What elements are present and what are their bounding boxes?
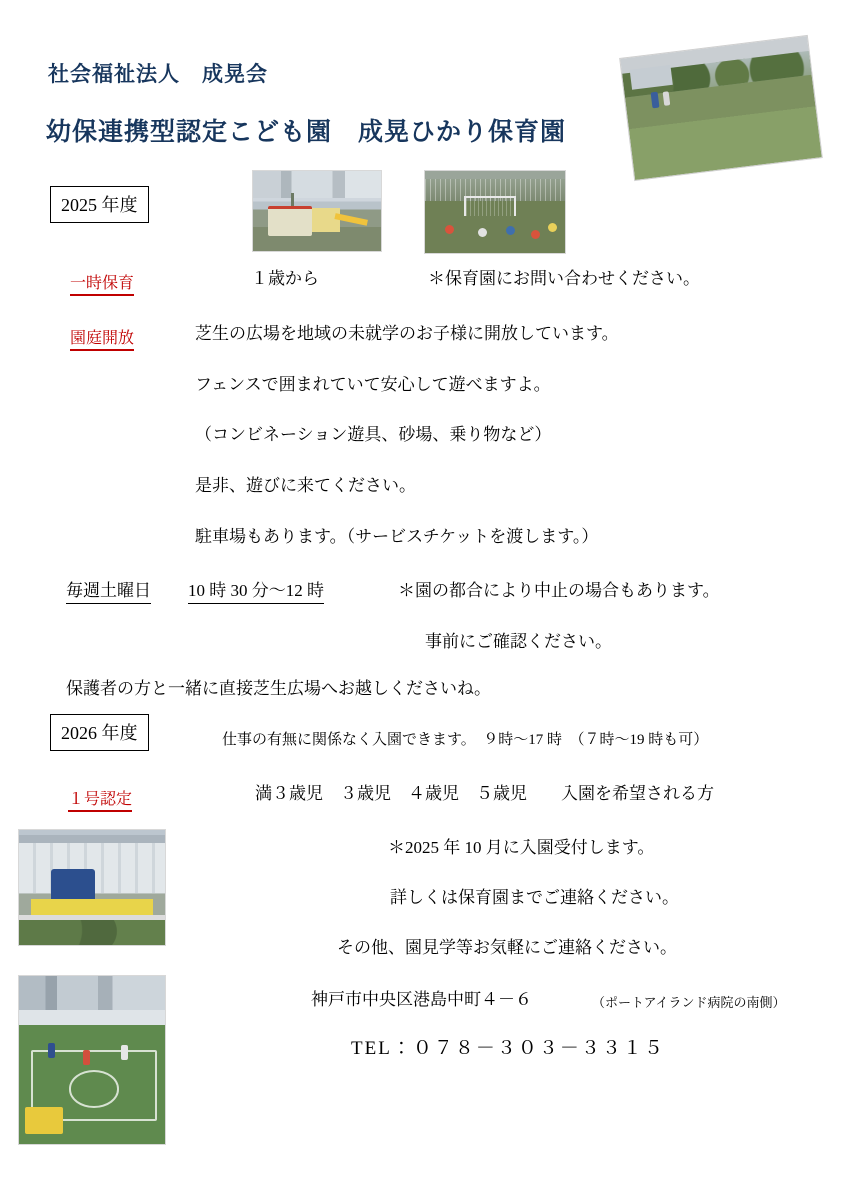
- photo-roofline: [19, 835, 165, 843]
- sports-field-photo: [424, 170, 566, 254]
- photo-play-structure: [268, 206, 312, 236]
- schedule-day: 毎週土曜日: [66, 581, 151, 604]
- schedule-note-secondary: 事前にご確認ください。: [425, 632, 612, 651]
- school-name: 幼保連携型認定こども園 成晃ひかり保育園: [46, 119, 567, 146]
- year-2025-badge: 2025 年度: [50, 186, 149, 223]
- yard-open-closing: 保護者の方と一緒に直接芝生広場へお越しくださいね。: [66, 679, 491, 698]
- address-main: 神戸市中央区港島中町４－６: [311, 990, 532, 1009]
- yard-open-label: 園庭開放: [70, 325, 134, 351]
- yard-open-line-1: 芝生の広場を地域の未就学のお子様に開放しています。: [195, 324, 619, 343]
- photo-entrance: [51, 869, 95, 899]
- certification-label: １号認定: [68, 786, 132, 812]
- yard-open-line-5: 駐車場もあります。（サービスチケットを渡します。）: [195, 527, 599, 546]
- enrollment-intro: 仕事の有無に関係なく入園できます。 ９時～17 時 （７時～19 時も可）: [222, 732, 709, 748]
- schedule-note: ＊園の都合により中止の場合もあります。: [398, 581, 720, 600]
- photo-building-backdrop: [253, 171, 381, 198]
- lawn-photo: [619, 35, 823, 181]
- telephone: TEL：０７８－３０３－３３１５: [351, 1038, 665, 1059]
- photo-goal: [464, 196, 516, 216]
- playfield-photo: [18, 975, 166, 1145]
- schedule-time: 10 時 30 分～12 時: [188, 581, 324, 604]
- enrollment-note-2: 詳しくは保育園までご連絡ください。: [390, 888, 679, 907]
- yard-open-line-2: フェンスで囲まれていて安心して遊べますよ。: [195, 375, 551, 394]
- photo-equipment-box: [25, 1107, 63, 1134]
- photo-ball: [531, 230, 540, 239]
- photo-child: [48, 1043, 55, 1058]
- photo-ball: [548, 223, 557, 232]
- photo-ball: [478, 228, 487, 237]
- photo-child: [662, 91, 670, 106]
- photo-banner: [31, 899, 154, 915]
- photo-child: [651, 91, 660, 108]
- playground-photo: [252, 170, 382, 252]
- address-sub: （ポートアイランド病院の南側）: [592, 995, 786, 1010]
- yard-open-line-4: 是非、遊びに来てください。: [195, 476, 416, 495]
- organization-name: 社会福祉法人 成晃会: [48, 62, 268, 86]
- photo-ball: [506, 226, 515, 235]
- photo-bushes: [19, 920, 165, 945]
- photo-child: [121, 1045, 128, 1060]
- certification-ages: 満３歳児 ３歳児 ４歳児 ５歳児 入園を希望される方: [255, 784, 714, 803]
- enrollment-note-1: ＊2025 年 10 月に入園受付します。: [388, 838, 655, 857]
- photo-apartments: [19, 976, 165, 1010]
- photo-shade: [19, 1010, 165, 1025]
- enrollment-note-3: その他、園見学等お気軽にご連絡ください。: [337, 938, 677, 957]
- temporary-care-age: １歳から: [251, 269, 319, 288]
- photo-center-circle: [69, 1070, 120, 1108]
- year-2026-badge: 2026 年度: [50, 714, 149, 751]
- temporary-care-label: 一時保育: [70, 270, 134, 296]
- photo-child: [83, 1050, 90, 1065]
- yard-open-line-3: （コンビネーション遊具、砂場、乗り物など）: [195, 425, 552, 444]
- temporary-care-note: ＊保育園にお問い合わせください。: [428, 269, 700, 288]
- photo-ball: [445, 225, 454, 234]
- school-building-photo: [18, 829, 166, 946]
